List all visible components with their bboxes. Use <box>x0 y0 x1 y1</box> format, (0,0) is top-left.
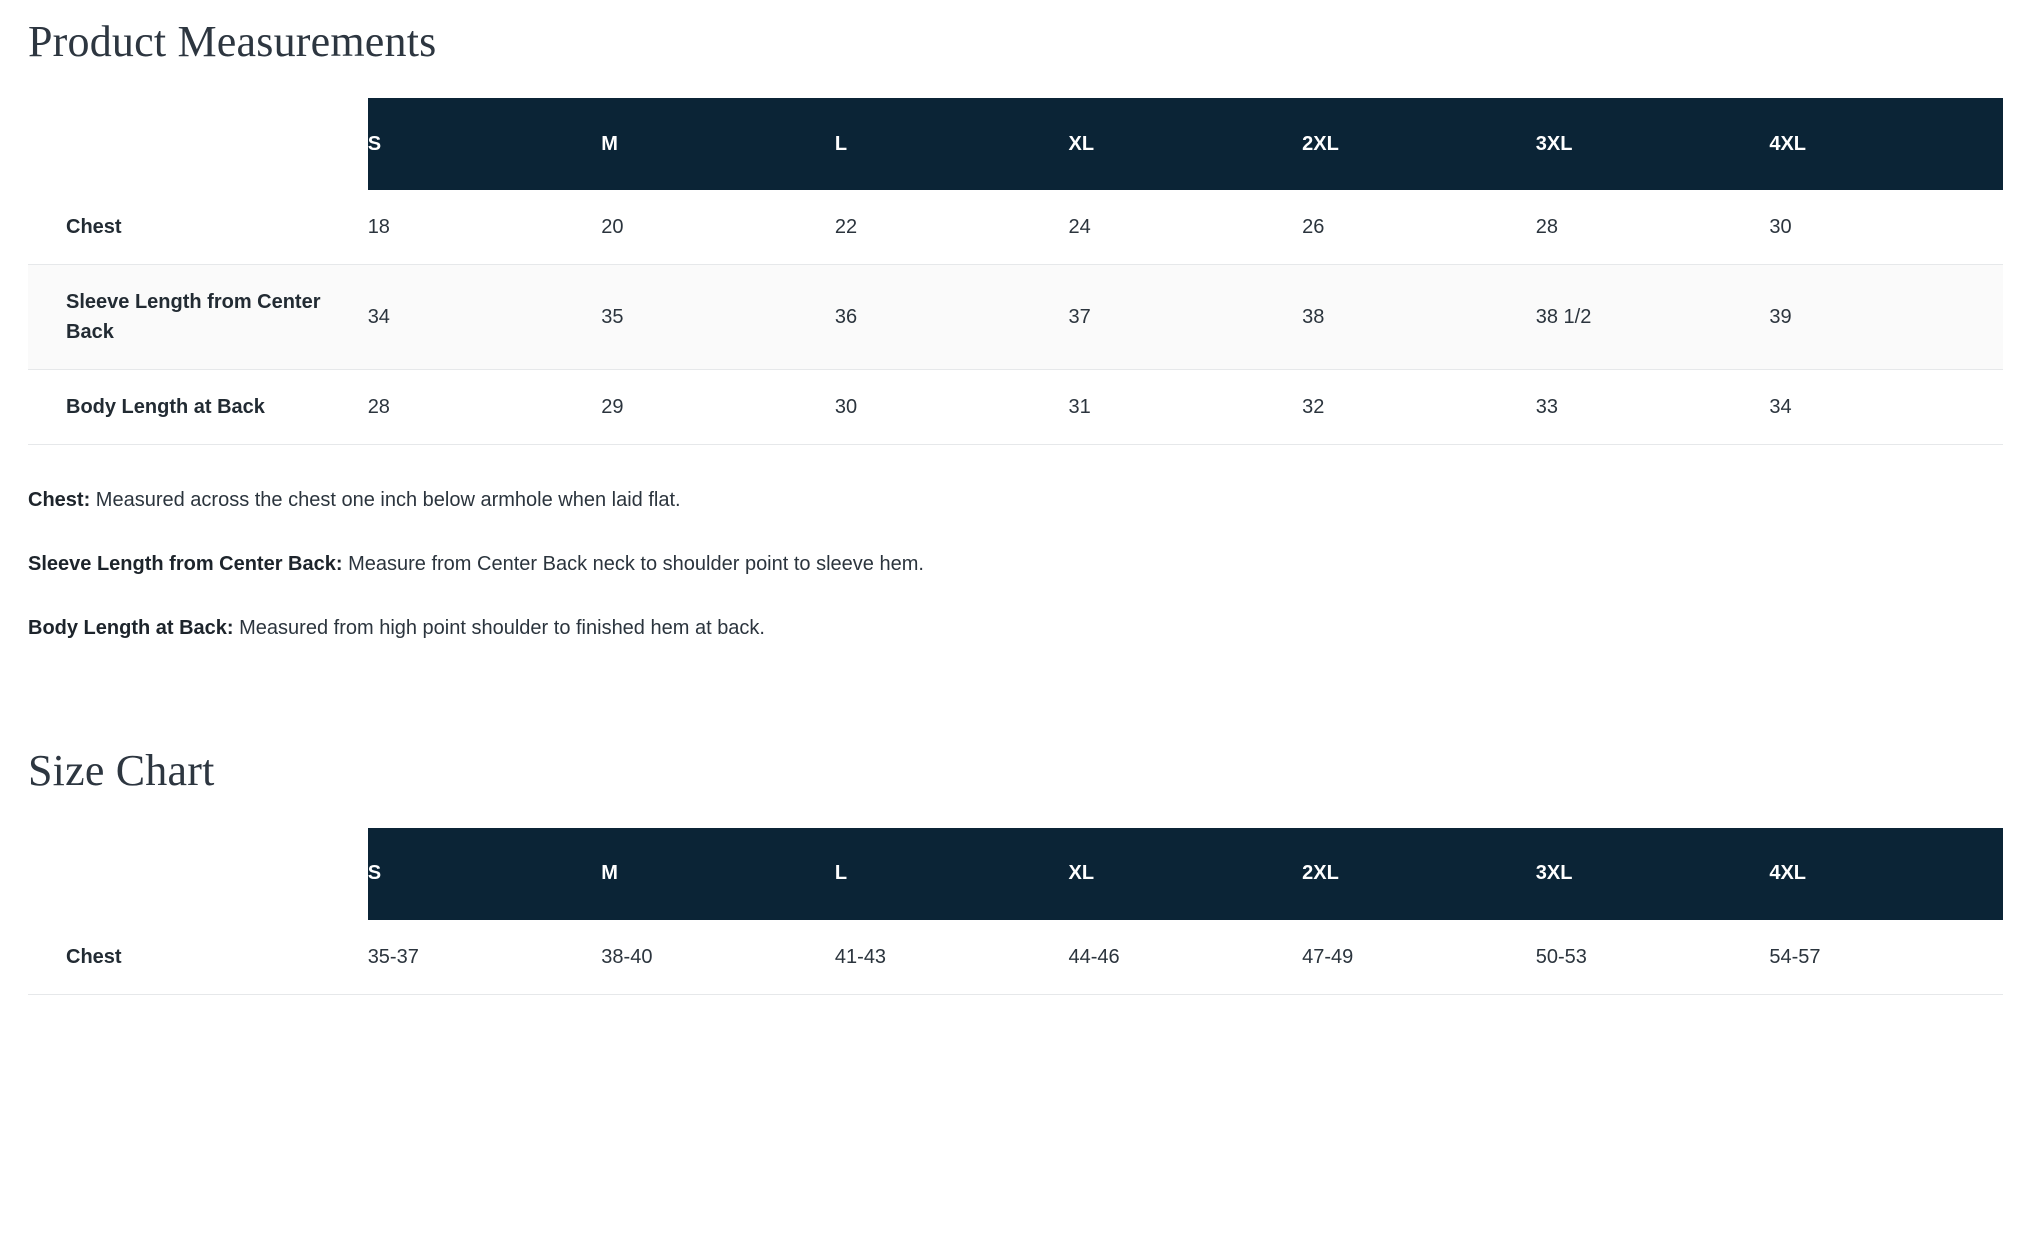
table-header-size-s: S <box>368 98 602 190</box>
note-term-body-length: Body Length at Back: <box>28 617 234 640</box>
note-chest <box>28 485 2003 515</box>
size-chart-body <box>28 920 2003 995</box>
cell-body-3xl: 33 <box>1536 370 1770 445</box>
size-chart-table <box>28 828 2003 995</box>
table-row <box>28 370 2003 445</box>
page-container <box>0 18 2031 995</box>
size-chart-header <box>28 828 2003 920</box>
size-chart-header-size-m: M <box>601 828 835 920</box>
size-chart-table-wrap <box>28 828 2003 995</box>
cell-chest-m: 20 <box>601 190 835 265</box>
cell-body-4xl: 34 <box>1769 370 2003 445</box>
note-term-sleeve-length: Sleeve Length from Center Back: <box>28 553 343 576</box>
size-chart-cell-chest-m: 38-40 <box>601 920 835 995</box>
table-body <box>28 190 2003 445</box>
table-row <box>28 265 2003 370</box>
cell-sleeve-2xl: 38 <box>1302 265 1536 370</box>
cell-chest-3xl: 28 <box>1536 190 1770 265</box>
cell-body-s: 28 <box>368 370 602 445</box>
size-chart-cell-chest-l: 41-43 <box>835 920 1069 995</box>
note-term-chest: Chest: <box>28 489 91 512</box>
size-chart-cell-chest-s: 35-37 <box>368 920 602 995</box>
table-header <box>28 98 2003 190</box>
note-text-chest: Measured across the chest one inch below armhole when laid flat. <box>95 489 681 512</box>
table-header-size-l: L <box>835 98 1069 190</box>
note-body-length <box>28 613 2003 643</box>
cell-body-2xl: 32 <box>1302 370 1536 445</box>
cell-chest-4xl: 30 <box>1769 190 2003 265</box>
size-chart-header-size-s: S <box>368 828 602 920</box>
size-chart-header-size-l: L <box>835 828 1069 920</box>
table-header-size-m: M <box>601 98 835 190</box>
cell-chest-s: 18 <box>368 190 602 265</box>
size-chart-cell-chest-xl: 44-46 <box>1069 920 1303 995</box>
size-chart-header-size-3xl: 3XL <box>1536 828 1770 920</box>
row-label-chest: Chest <box>28 190 368 265</box>
cell-sleeve-4xl: 39 <box>1769 265 2003 370</box>
cell-chest-l: 22 <box>835 190 1069 265</box>
cell-chest-xl: 24 <box>1069 190 1303 265</box>
product-measurements-table-wrap <box>28 98 2003 445</box>
product-measurements-table <box>28 98 2003 445</box>
table-header-size-xl: XL <box>1069 98 1303 190</box>
table-header-size-3xl: 3XL <box>1536 98 1770 190</box>
size-chart-cell-chest-2xl: 47-49 <box>1302 920 1536 995</box>
cell-sleeve-xl: 37 <box>1069 265 1303 370</box>
table-header-label <box>28 98 368 190</box>
cell-body-l: 30 <box>835 370 1069 445</box>
note-text-body-length: Measured from high point shoulder to finished hem at back. <box>239 617 765 640</box>
size-chart-header-label <box>28 828 368 920</box>
note-sleeve-length <box>28 549 2003 579</box>
size-chart-header-size-2xl: 2XL <box>1302 828 1536 920</box>
table-header-size-4xl: 4XL <box>1769 98 2003 190</box>
table-header-size-2xl: 2XL <box>1302 98 1536 190</box>
cell-chest-2xl: 26 <box>1302 190 1536 265</box>
size-chart-cell-chest-4xl: 54-57 <box>1769 920 2003 995</box>
page-title: Product Measurements <box>28 17 437 66</box>
table-row <box>28 190 2003 265</box>
table-header-row <box>28 828 2003 920</box>
row-label-sleeve-length: Sleeve Length from Center Back <box>28 265 368 370</box>
note-text-sleeve-length: Measure from Center Back neck to shoulder point to sleeve hem. <box>348 553 924 576</box>
cell-sleeve-s: 34 <box>368 265 602 370</box>
size-chart-header-size-4xl: 4XL <box>1769 828 2003 920</box>
size-chart-cell-chest-3xl: 50-53 <box>1536 920 1770 995</box>
size-chart-title: Size Chart <box>28 746 215 796</box>
cell-sleeve-l: 36 <box>835 265 1069 370</box>
size-chart-header-size-xl: XL <box>1069 828 1303 920</box>
measurement-notes <box>28 485 2003 643</box>
cell-body-xl: 31 <box>1069 370 1303 445</box>
table-header-row <box>28 98 2003 190</box>
cell-sleeve-3xl: 38 1/2 <box>1536 265 1770 370</box>
row-label-body-length: Body Length at Back <box>28 370 368 445</box>
table-row <box>28 920 2003 995</box>
cell-body-m: 29 <box>601 370 835 445</box>
size-chart-row-label-chest: Chest <box>28 920 368 995</box>
section-spacer <box>28 677 2003 729</box>
cell-sleeve-m: 35 <box>601 265 835 370</box>
